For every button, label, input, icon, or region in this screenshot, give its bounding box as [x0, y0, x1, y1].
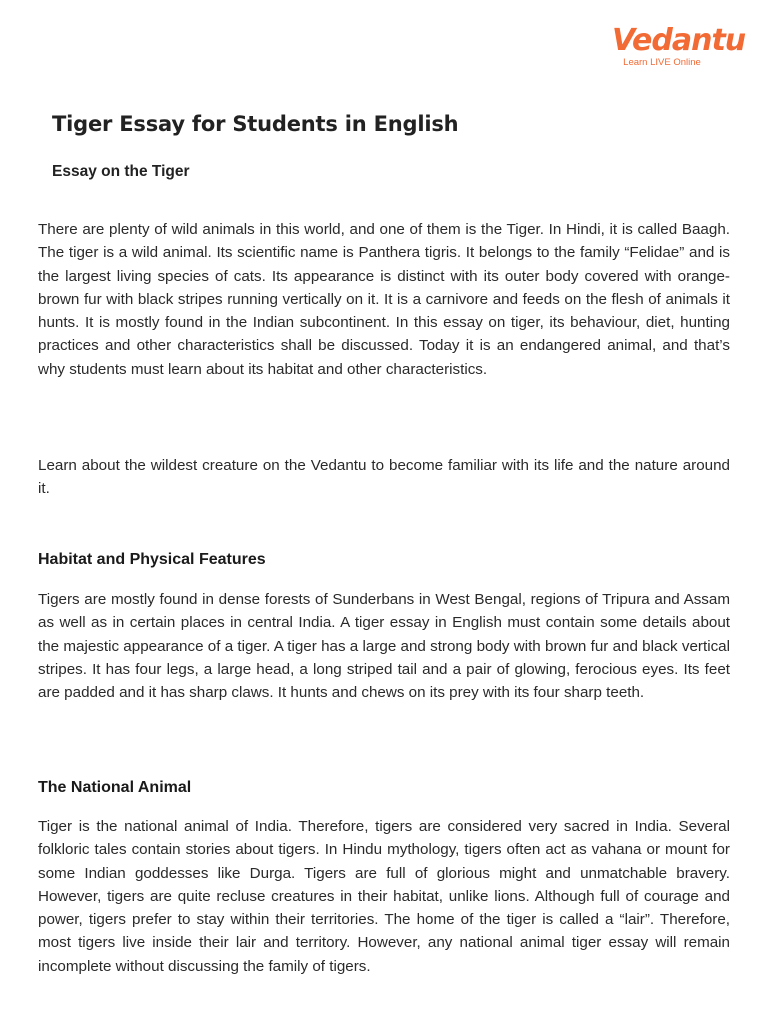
document-subtitle: Essay on the Tiger	[52, 163, 190, 180]
section-heading-national-animal: The National Animal	[38, 779, 192, 796]
learn-paragraph: Learn about the wildest creature on the Vedantu to become familiar with its life and the nature around it.	[38, 457, 730, 498]
section-body-national-animal: Tiger is the national animal of India. Therefore, tigers are considered very sacred in India. Several folkloric tales contain stories about tigers. In Hindu mythology, tigers often act as vahana or mount for some Indian goddesses like Durga. Tigers are full of glorious might and unmatchable bravery. However, tigers are quite recluse creatures in their habitat, unlike lions. Although full of courage and power, tigers prefer to stay within their territories. The home of the tiger is called a “lair”. Therefore, most tigers live inside their lair and territory. However, any national animal tiger essay will remain incomplete without discussing the family of tigers.	[38, 818, 730, 975]
section-body-habitat: Tigers are mostly found in dense forests of Sunderbans in West Bengal, regions of Tripura and Assam as well as in certain places in central India. A tiger essay in English must contain some details about the majestic appearance of a tiger. A tiger has a large and strong body with brown fur and black vertical stripes. It has four legs, a large head, a long striped tail and a pair of glowing, ferocious eyes. Its feet are padded and it has sharp claws. It hunts and chews on its prey with its four sharp teeth.	[38, 591, 730, 702]
vedantu-logo	[612, 23, 746, 69]
logo-tagline: Learn LIVE Online	[623, 57, 701, 68]
logo-wordmark: Vedantu	[612, 23, 746, 58]
intro-paragraph: There are plenty of wild animals in this world, and one of them is the Tiger. In Hindi, it is called Baagh. The tiger is a wild animal. Its scientific name is Panthera tigris. It belongs to the family “Felidae” and is the largest living species of cats. Its appearance is distinct with its outer body covered with orange-brown fur with black stripes running vertically on it. It is a carnivore and feeds on the flesh of animals it hunts. It is mostly found in the Indian subcontinent. In this essay on tiger, its behaviour, diet, hunting practices and other characteristics shall be discussed. Today it is an endangered animal, and that’s why students must learn about its habitat and other characteristics.	[38, 221, 730, 378]
section-heading-habitat: Habitat and Physical Features	[38, 551, 266, 568]
document-title: Tiger Essay for Students in English	[52, 112, 459, 136]
